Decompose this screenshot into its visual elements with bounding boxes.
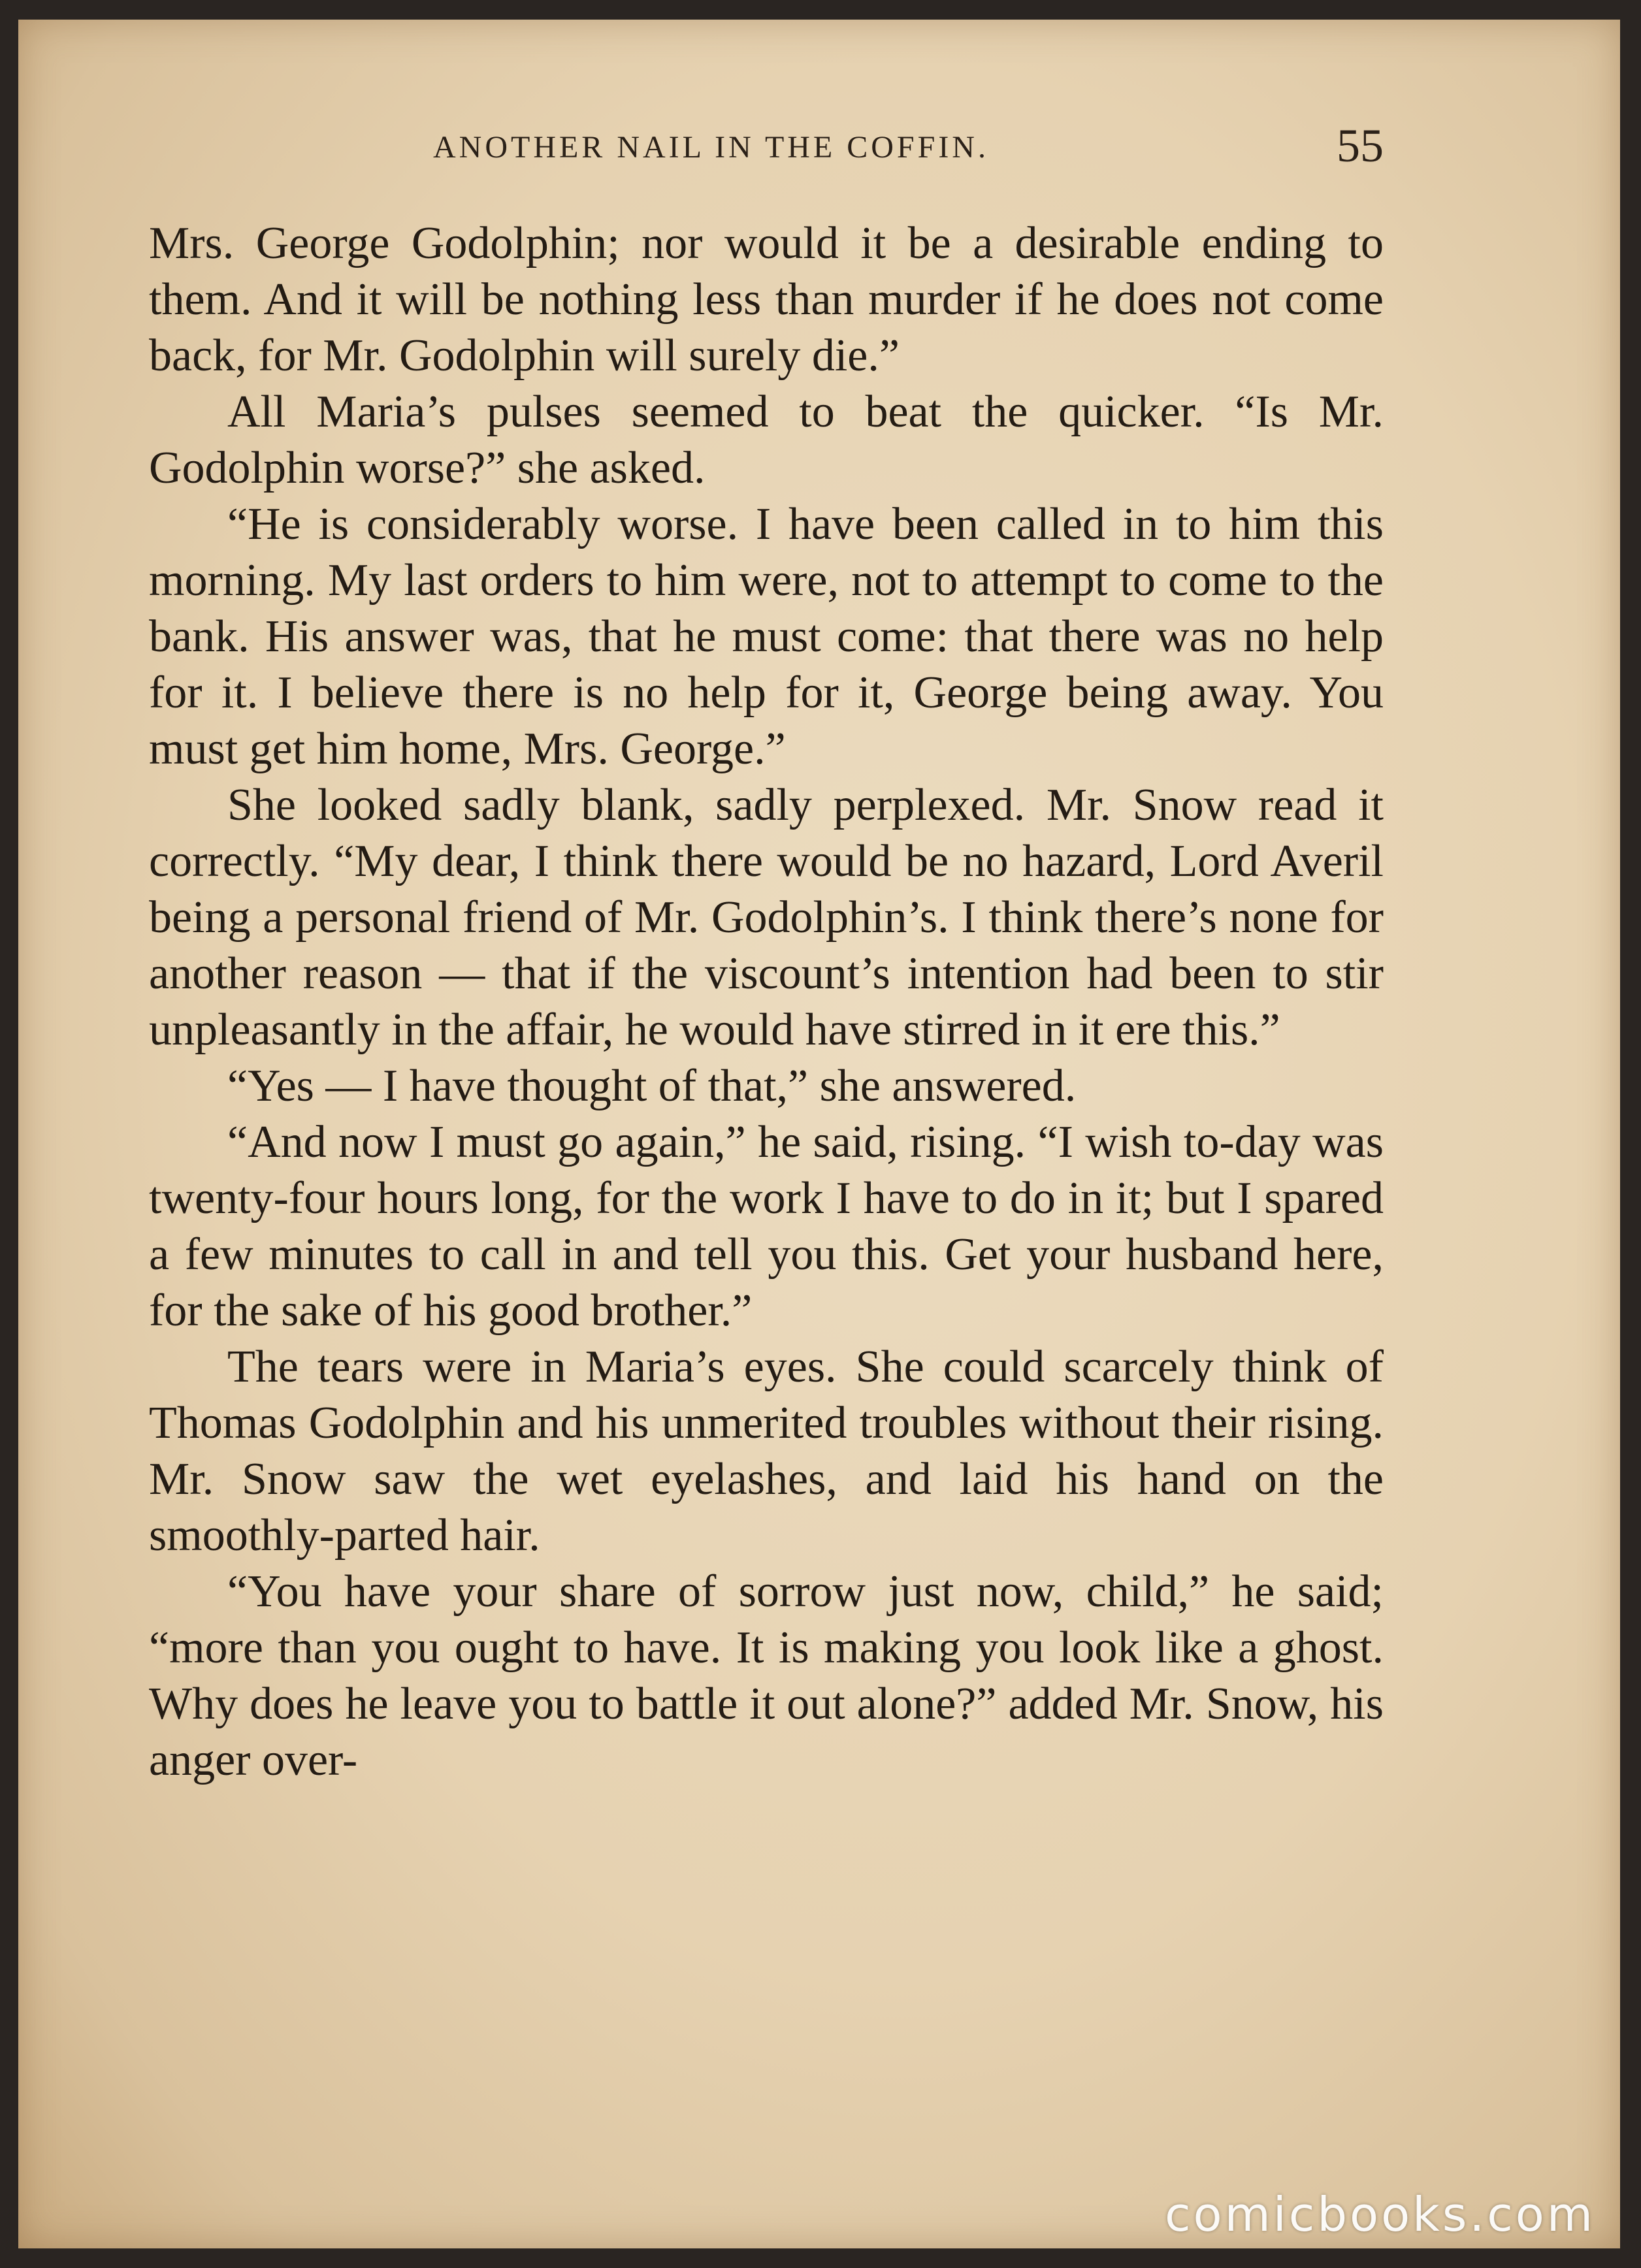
paragraph: The tears were in Maria’s eyes. She could scarcely think of Thomas Godolphin and his unmerited troubles without their rising. Mr. Snow saw the wet eyelashes, and laid his hand on the smoothly-parted hair.	[149, 1342, 1384, 1561]
page-header	[149, 120, 1384, 175]
book-page	[18, 20, 1620, 2248]
paragraph: “You have your share of sorrow just now, child,” he said; “more than you ought to have. It is making you look like a ghost. Why does he leave you to battle it out alone?” added Mr. Snow, his anger over-	[149, 1566, 1384, 1785]
paragraph: “He is considerably worse. I have been called in to him this morning. My last orders to him were, not to attempt to come to the bank. His answer was, that he must come: that there was no help for it. I believe there is no help for it, George being away. You must get him home, Mrs. George.”	[149, 499, 1384, 774]
paragraph: All Maria’s pulses seemed to beat the quicker. “Is Mr. Godolphin worse?” she asked.	[149, 387, 1384, 493]
paragraph: “And now I must go again,” he said, rising. “I wish to-day was twenty-four hours long, for the work I have to do in it; but I spared a few minutes to call in and tell you this. Get your husband here, for the sake of his good brother.”	[149, 1117, 1384, 1336]
paragraph: “Yes — I have thought of that,” she answered.	[227, 1061, 1077, 1111]
running-title: ANOTHER NAIL IN THE COFFIN.	[433, 130, 989, 165]
paragraph: She looked sadly blank, sadly perplexed. Mr. Snow read it correctly. “My dear, I think there would be no hazard, Lord Averil being a personal friend of Mr. Godolphin’s. I think there’s none for another reason — that if the viscount’s intention had been to stir unpleasantly in the affair, he would have stirred in it ere this.”	[149, 780, 1384, 1055]
watermark: comicbooks.com	[1164, 2187, 1595, 2242]
body-text	[149, 216, 1384, 1789]
paragraph: Mrs. George Godolphin; nor would it be a desirable ending to them. And it will be nothing less than murder if he does not come back, for Mr. Godolphin will surely die.”	[149, 218, 1384, 381]
page-number: 55	[1337, 120, 1384, 172]
